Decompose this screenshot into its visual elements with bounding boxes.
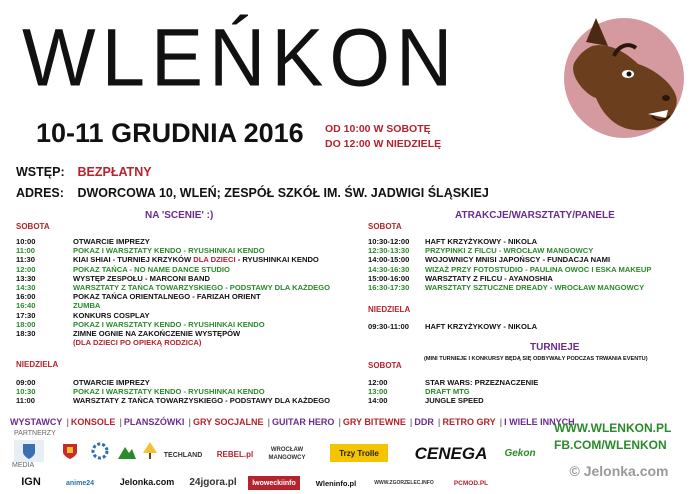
attractions-saturday-label: SOBOTA <box>368 222 402 231</box>
schedule-text: WARSZTATY SZTUCZNE DREADY - WROCŁAW MANGOWCY <box>425 283 645 293</box>
hours-saturday: OD 10:00 W SOBOTĘ <box>325 123 431 135</box>
schedule-row <box>368 378 538 387</box>
partner-logo-techland: TECHLAND <box>163 451 203 459</box>
stage-section-title: NA 'SCENIE' :) <box>145 210 214 221</box>
schedule-row <box>368 255 651 264</box>
partner-logo-rebel: REBEL.pl <box>216 449 254 459</box>
attraction-item: I WIELE INNYCH <box>504 417 575 427</box>
schedule-text: HAFT KRZYŻYKOWY - NIKOLA <box>425 322 538 331</box>
schedule-text: WARSZTATY Z TAŃCA TOWARZYSKIEGO - PODSTAWY DLA KAŻDEGO <box>73 283 331 293</box>
schedule-text: POKAZ I WARSZTATY KENDO - RYUSHINKAI KENDO <box>73 387 265 397</box>
schedule-text: WYSTĘP ZESPOŁU - MARCONI BAND <box>73 273 210 283</box>
schedule-row <box>16 292 330 301</box>
stage-saturday-list <box>16 237 330 338</box>
schedule-time: 16:30-17:30 <box>368 283 410 293</box>
partner-logo-cenega: CENEGA <box>414 444 488 463</box>
stage-saturday-label: SOBOTA <box>16 222 50 231</box>
schedule-row <box>368 265 651 274</box>
schedule-row <box>16 396 330 405</box>
partner-logo-gekon: Gekon <box>504 447 536 459</box>
separator: | <box>119 417 122 427</box>
schedule-time: 15:00-16:00 <box>368 273 410 283</box>
schedule-time: 11:00 <box>16 396 36 406</box>
schedule-row <box>16 255 330 264</box>
schedule-text: ZIMNE OGNIE NA ZAKOŃCZENIE WYSTĘPÓW <box>73 329 241 339</box>
schedule-row <box>368 283 651 292</box>
schedule-row <box>368 322 537 331</box>
separator: | <box>437 417 441 427</box>
schedule-time: 10:30-12:00 <box>368 237 410 246</box>
schedule-text: WARSZTATY Z TAŃCA TOWARZYSKIEGO - PODSTAWY DLA KAŻDEGO <box>73 396 331 406</box>
media-logo-zgorzelec: WWW.ZGORZELEC.INFO <box>374 480 434 486</box>
schedule-row <box>16 311 330 320</box>
address-info <box>16 186 489 200</box>
partner-logo-crest <box>14 440 44 462</box>
horse-mascot-icon <box>556 12 692 148</box>
partner-logo-mangowcy: WROCŁAW MANGOWCY <box>268 447 306 461</box>
schedule-time: 12:00 <box>16 264 36 274</box>
schedule-text: POKAZ TAŃCA ORIENTALNEGO - FARIZAH ORIENT <box>73 292 261 302</box>
address-value: DWORCOWA 10, WLEŃ; ZESPÓŁ SZKÓŁ IM. ŚW. JADWIGI ŚLĄSKIEJ <box>77 186 489 200</box>
stage-saturday-note: (DLA DZIECI PO OPIEKĄ RODZICA) <box>73 338 202 347</box>
schedule-row <box>16 246 330 255</box>
gear-icon <box>90 441 110 461</box>
schedule-row <box>368 387 538 396</box>
schedule-text: JUNGLE SPEED <box>425 396 484 406</box>
schedule-text: PRZYPINKI Z FILCU - WROCŁAW MANGOWCY <box>425 246 594 256</box>
crest-icon <box>60 441 80 461</box>
schedule-row <box>16 283 330 292</box>
separator: | <box>66 417 69 427</box>
schedule-row <box>16 329 330 338</box>
address-label: ADRES: <box>16 186 64 200</box>
schedule-row <box>16 274 330 283</box>
schedule-row <box>16 301 330 310</box>
separator: | <box>409 417 413 427</box>
schedule-time: 17:30 <box>16 310 36 320</box>
attraction-item: GRY BITEWNE <box>342 417 406 427</box>
schedule-time: 12:00 <box>368 378 388 387</box>
schedule-row <box>368 246 651 255</box>
schedule-time: 09:00 <box>16 378 36 387</box>
separator: | <box>267 417 270 427</box>
schedule-row <box>16 387 330 396</box>
attraction-item: GRY SOCJALNE <box>192 417 264 427</box>
event-dates: 10-11 GRUDNIA 2016 <box>36 118 304 148</box>
media-label: MEDIA <box>12 462 35 469</box>
media-logo-pcmod: PCMOD.PL <box>453 479 489 487</box>
stage-sunday-label: NIEDZIELA <box>16 360 59 369</box>
attractions-saturday-list <box>368 237 651 292</box>
entry-label: WSTĘP: <box>16 165 65 179</box>
tournaments-note: (MINI TURNIEJE I KONKURSY BĘDĄ SIĘ ODBYWAŁY PODCZAS TRWANIA EVENTU) <box>424 356 648 362</box>
tournaments-saturday-label: SOBOTA <box>368 361 402 370</box>
partner-logo-trzy-trolle: Trzy Trolle <box>330 444 388 462</box>
watermark: © Jelonka.com <box>540 453 698 489</box>
separator: | <box>338 417 341 427</box>
schedule-time: 14:00-15:00 <box>368 255 410 265</box>
partner-logo-gear <box>88 440 112 462</box>
schedule-text: WIZAŻ PRZY FOTOSTUDIO - PAULINA OWOC I ESKA MAKEUP <box>425 264 652 274</box>
attraction-item: GUITAR HERO <box>272 417 335 427</box>
media-logo-wleninfo: Wleninfo.pl <box>315 478 357 488</box>
partner-logo-tree <box>140 440 160 462</box>
schedule-time: 09:30-11:00 <box>368 322 409 331</box>
schedule-row <box>368 396 538 405</box>
tree-icon <box>142 441 158 461</box>
mountain-icon <box>117 441 137 461</box>
schedule-row <box>368 237 651 246</box>
schedule-text: WARSZTATY Z FILCU - AYANOSHIA <box>425 273 553 283</box>
media-logo-24jgora: 24jgora.pl <box>189 476 237 488</box>
schedule-text: ZUMBA <box>73 301 101 311</box>
schedule-time: 13:30 <box>16 273 36 283</box>
schedule-text: POKAZ I WARSZTATY KENDO - RYUSHINKAI KENDO <box>73 319 265 329</box>
schedule-text: POKAZ TAŃCA - NO NAME DANCE STUDIO <box>73 264 230 274</box>
schedule-text: KONKURS COSPLAY <box>73 310 150 320</box>
attraction-item: WYSTAWCY <box>10 417 63 427</box>
attraction-item: RETRO GRY <box>442 417 496 427</box>
schedule-time: 18:30 <box>16 329 36 339</box>
schedule-row <box>368 274 651 283</box>
schedule-row <box>16 265 330 274</box>
facebook-link[interactable]: FB.COM/WLENKON <box>554 438 667 452</box>
event-title: WLEŃKON <box>22 10 459 104</box>
schedule-time: 14:30-16:30 <box>368 264 410 274</box>
schedule-text: OTWARCIE IMPREZY <box>73 378 150 387</box>
attractions-sunday-label: NIEDZIELA <box>368 305 411 314</box>
media-logo-lwoweckiinfo: lwoweckiinfo <box>248 476 300 490</box>
crest-icon <box>19 441 39 461</box>
attractions-sunday-list <box>368 322 537 331</box>
schedule-time: 13:00 <box>368 387 388 397</box>
schedule-time: 18:00 <box>16 319 36 329</box>
hours-sunday: DO 12:00 W NIEDZIELĘ <box>325 138 442 150</box>
website-link[interactable]: WWW.WLENKON.PL <box>554 421 672 435</box>
schedule-text: STAR WARS: PRZEZNACZENIE <box>425 378 539 387</box>
partner-logo-mountain <box>116 440 138 462</box>
schedule-text: HAFT KRZYŻYKOWY - NIKOLA <box>425 237 538 246</box>
schedule-time: 10:00 <box>16 237 36 246</box>
separator: | <box>188 417 191 427</box>
schedule-time: 10:30 <box>16 387 36 397</box>
opening-hours <box>325 122 441 152</box>
schedule-row <box>16 320 330 329</box>
schedule-time: 16:40 <box>16 301 36 311</box>
attraction-item: DDR <box>414 417 434 427</box>
schedule-text: POKAZ I WARSZTATY KENDO - RYUSHINKAI KENDO <box>73 246 265 256</box>
attraction-item: PLANSZÓWKI <box>123 417 185 427</box>
schedule-time: 12:30-13:30 <box>368 246 410 256</box>
entry-value: BEZPŁATNY <box>77 165 152 179</box>
separator: | <box>499 417 503 427</box>
stage-sunday-list <box>16 378 330 406</box>
schedule-time: 14:00 <box>368 396 388 406</box>
schedule-row <box>16 237 330 246</box>
media-logo-jelonka: Jelonka.com <box>119 477 175 487</box>
attractions-section-title: ATRAKCJE/WARSZTATY/PANELE <box>455 210 615 221</box>
attractions-strip <box>10 417 577 427</box>
schedule-text: OTWARCIE IMPREZY <box>73 237 150 246</box>
media-logo-anime24: anime24 <box>65 479 95 487</box>
schedule-time: 11:30 <box>16 255 36 265</box>
schedule-time: 16:00 <box>16 292 36 302</box>
tournaments-title: TURNIEJE <box>530 342 580 353</box>
partners-label: PARTNERZY <box>14 430 56 437</box>
tournaments-list <box>368 378 538 406</box>
schedule-time: 11:00 <box>16 246 36 256</box>
media-logo-ign: IGN <box>21 476 41 488</box>
schedule-text: WOJOWNICY MNISI JAPOŃSCY - FUNDACJA NAMI <box>425 255 611 265</box>
schedule-text: KIAI SHIAI - TURNIEJ KRZYKÓW DLA DZIECI - RYUSHINKAI KENDO <box>73 255 319 265</box>
entry-info <box>16 165 152 179</box>
attraction-item: KONSOLE <box>70 417 116 427</box>
schedule-row <box>16 378 330 387</box>
schedule-text: DRAFT MTG <box>425 387 470 397</box>
schedule-time: 14:30 <box>16 283 36 293</box>
partner-logo-crest-2 <box>58 440 82 462</box>
